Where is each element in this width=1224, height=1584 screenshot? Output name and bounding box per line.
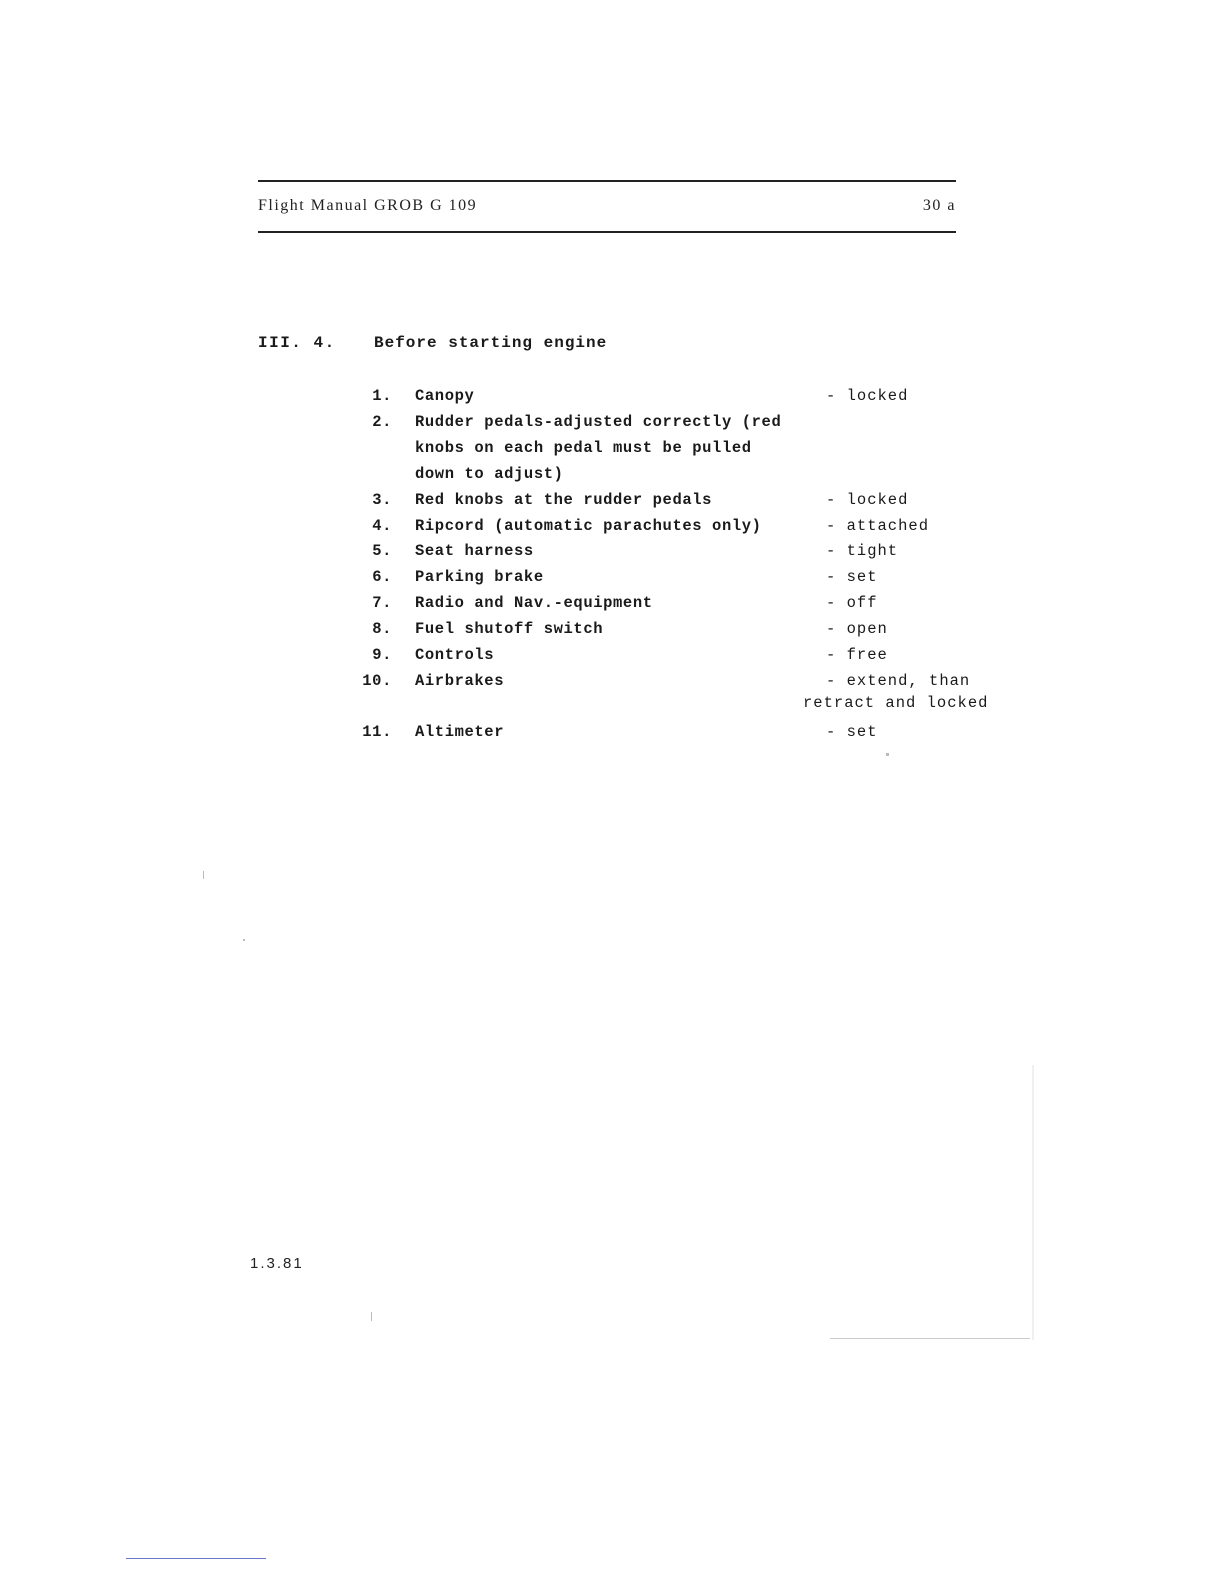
item-number: 10. [362, 672, 392, 690]
scan-speck [371, 1312, 372, 1321]
manual-title: Flight Manual GROB G 109 [258, 197, 478, 214]
item-value: - free [826, 646, 888, 664]
item-number: 11. [362, 723, 392, 741]
item-number: 1. [372, 387, 392, 405]
item-number: 8. [372, 620, 392, 638]
header-top-rule [258, 180, 956, 182]
scan-edge-shadow [1032, 1065, 1034, 1340]
item-number: 4. [372, 517, 392, 535]
item-value: - locked [826, 491, 909, 509]
page-number: 30 a [922, 197, 956, 214]
scan-blue-line [126, 1558, 266, 1559]
item-text: Controls [415, 646, 495, 664]
item-text: Seat harness [415, 542, 534, 560]
item-value: - tight [826, 542, 899, 560]
revision-date: 1.3.81 [250, 1255, 304, 1272]
header-bottom-rule [258, 231, 956, 233]
item-number: 7. [372, 594, 392, 612]
item-text: Fuel shutoff switch [415, 620, 604, 638]
scan-faint-line [830, 1338, 1030, 1339]
item-value-continued: retract and locked [803, 694, 989, 712]
item-value: - locked [826, 387, 909, 405]
item-number: 2. [372, 413, 392, 431]
item-text: Radio and Nav.-equipment [415, 594, 653, 612]
section-number: III. 4. [258, 334, 336, 352]
section-title: Before starting engine [374, 334, 608, 352]
item-number: 6. [372, 568, 392, 586]
item-value: - attached [826, 517, 930, 535]
item-text: Parking brake [415, 568, 544, 586]
item-text: Canopy [415, 387, 475, 405]
item-text: Ripcord (automatic parachutes only) [415, 517, 762, 535]
item-text: Red knobs at the rudder pedals [415, 491, 713, 509]
scan-speck [243, 939, 245, 941]
item-text: Rudder pedals-adjusted correctly (red knobs on each pedal must be pulled down to adjust) [415, 413, 782, 483]
scan-speck [886, 753, 889, 756]
item-value: - off [826, 594, 878, 612]
item-number: 9. [372, 646, 392, 664]
item-number: 3. [372, 491, 392, 509]
item-value: - set [826, 568, 878, 586]
scan-speck [203, 871, 204, 879]
item-value: - open [826, 620, 888, 638]
item-text: Airbrakes [415, 672, 505, 690]
item-value: - extend, than [826, 672, 971, 690]
item-text: Altimeter [415, 723, 505, 741]
item-value: - set [826, 723, 878, 741]
item-number: 5. [372, 542, 392, 560]
